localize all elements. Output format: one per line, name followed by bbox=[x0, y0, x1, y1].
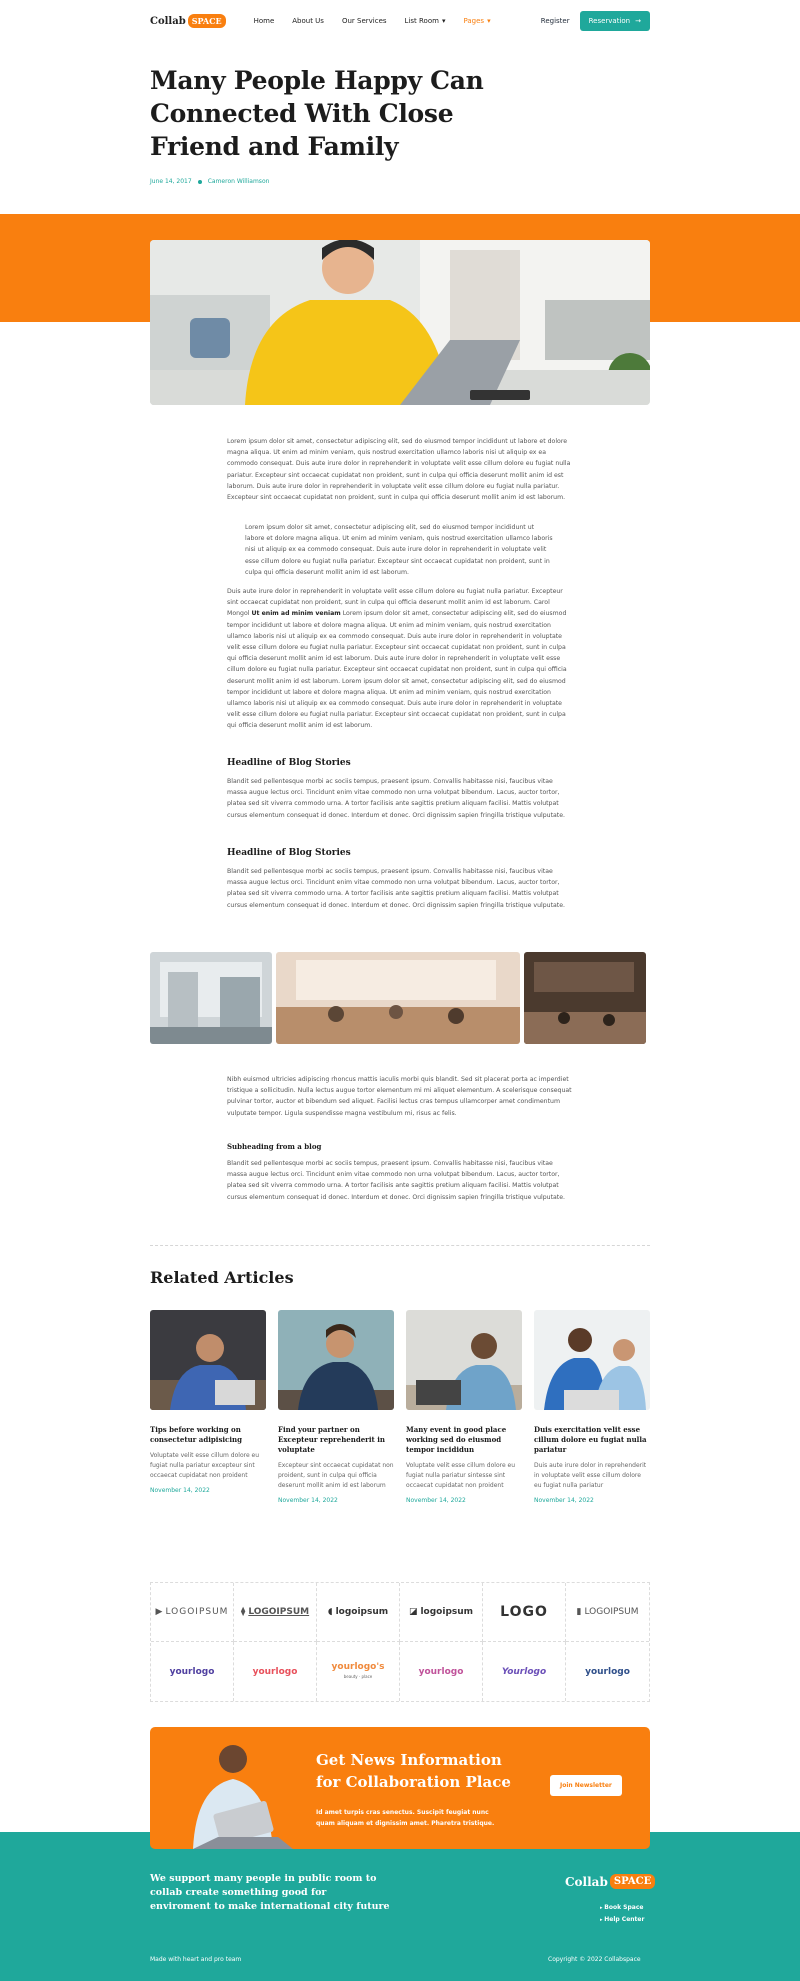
article-subheading: Subheading from a blog bbox=[227, 1142, 322, 1151]
article-bold-text: Ut enim ad minim veniam bbox=[251, 610, 341, 618]
nav-right bbox=[541, 11, 650, 31]
footer-background bbox=[0, 1832, 800, 1981]
page-title: Many People Happy Can Connected With Close Friend and Family bbox=[150, 66, 484, 161]
article-paragraph: Blandit sed pellentesque morbi ac sociis tempus, praesent ipsum. Convallis habitasse nisi, faucibus vitae massa augue lectus orci. Tincidunt enim vitae commodo non urna volutpat bibendum. Lacus, auctor tortor, platea sed sit viverra commodo urna. A tortor facilisis ante sagittis pretium aliquam facilisi. Mattis volutpat cursus elementum consequat id donec. Interdum et donec. Orci dignissim sapien fringilla tristique vulputate. bbox=[227, 778, 565, 819]
partner-logo-text: logoipsum bbox=[335, 1607, 389, 1617]
arrow-right-icon: → bbox=[635, 17, 641, 25]
logo-mark-icon: ◪ bbox=[408, 1607, 418, 1617]
card-excerpt: Duis aute irure dolor in reprehenderit in voluptate velit esse cillum dolore eu fugiat nulla pariatur bbox=[534, 1462, 647, 1489]
article-blockquote: Lorem ipsum dolor sit amet, consectetur adipiscing elit, sed do eiusmod tempor incididunt ut labore et dolore magna aliqua. Ut enim ad minim veniam, quis nostrud exercitation ullamco laboris nisi ut aliquip ex ea commodo consequat. Duis aute irure dolor in reprehenderit in voluptate velit esse cillum dolore eu fugiat nulla pariatur. Excepteur sint occaecat cupidatat non proident, sunt in culpa qui officia deserunt mollit anim id est laborum. bbox=[245, 524, 553, 576]
footer-link-book-space[interactable]: ▸ Book Space bbox=[600, 1902, 644, 1914]
reservation-button[interactable] bbox=[580, 11, 650, 31]
logo-mark-icon: ◖ bbox=[327, 1607, 333, 1617]
card-excerpt: Voluptate velit esse cillum dolore eu fugiat nulla pariatur excepteur sint occaecat cupidatat non proident bbox=[150, 1452, 260, 1479]
partner-logo-text: LOGO bbox=[500, 1604, 548, 1620]
footer-made-with: Made with heart and pro team bbox=[150, 1956, 242, 1963]
article-paragraph: Blandit sed pellentesque morbi ac sociis tempus, praesent ipsum. Convallis habitasse nisi, faucibus vitae massa augue lectus orci. Tincidunt enim vitae commodo non urna volutpat bibendum. Lacus, auctor tortor, platea sed sit viverra commodo urna. A tortor facilisis ante sagittis pretium aliquam facilisi. Mattis volutpat cursus elementum consequat id donec. Interdum et donec. Orci dignissim sapien fringilla tristique vulputate. bbox=[227, 1160, 565, 1201]
footer-links bbox=[600, 1902, 644, 1926]
logo-mark-icon: ▶ bbox=[155, 1607, 163, 1617]
gallery-image bbox=[524, 952, 646, 1044]
newsletter-banner bbox=[150, 1727, 650, 1849]
article-paragraph: Blandit sed pellentesque morbi ac sociis tempus, praesent ipsum. Convallis habitasse nisi, faucibus vitae massa augue lectus orci. Tincidunt enim vitae commodo non urna volutpat bibendum. Lacus, auctor tortor, platea sed sit viverra commodo urna. A tortor facilisis ante sagittis pretium aliquam facilisi. Mattis volutpat cursus elementum consequat id donec. Interdum et donec. Orci dignissim sapien fringilla tristique vulputate. bbox=[227, 868, 565, 909]
partner-logo-text: yourlogo bbox=[418, 1666, 464, 1677]
top-nav bbox=[150, 10, 650, 32]
nav-home[interactable]: Home bbox=[253, 17, 275, 25]
partner-logo[interactable] bbox=[483, 1642, 566, 1701]
partner-logo-text: yourlogo bbox=[169, 1666, 215, 1677]
related-articles-title: Related Articles bbox=[150, 1268, 294, 1287]
partner-logo[interactable] bbox=[234, 1642, 317, 1701]
partner-logo-text: LOGOIPSUM bbox=[165, 1607, 229, 1617]
partner-logo[interactable] bbox=[317, 1583, 400, 1642]
reservation-label: Reservation bbox=[588, 17, 631, 25]
gallery-image bbox=[276, 952, 520, 1044]
card-date: November 14, 2022 bbox=[150, 1487, 210, 1494]
newsletter-title: Get News Information for Collaboration Place bbox=[316, 1751, 511, 1791]
partner-logo[interactable] bbox=[317, 1642, 400, 1701]
article-paragraph: Lorem ipsum dolor sit amet, consectetur adipiscing elit, sed do eiusmod tempor incididunt ut labore et dolore magna aliqua. Ut enim ad minim veniam, quis nostrud exercitation ullamco laboris nisi ut aliquip ex ea commodo consequat. Duis aute irure dolor in reprehenderit in voluptate velit esse cillum dolore eu fugiat nulla pariatur. Excepteur sint occaecat cupidatat non proident, sunt in culpa qui officia deserunt mollit anim id est laborum. Duis aute irure dolor in reprehenderit in voluptate velit esse cillum dolore eu fugiat nulla pariatur. Excepteur sint occaecat cupidatat non proident, sunt in culpa qui officia deserunt mollit anim id est laborum. bbox=[227, 438, 571, 502]
card-excerpt: Voluptate velit esse cillum dolore eu fugiat nulla pariatur sintesse sint occaecat cupidatat non proident bbox=[406, 1462, 516, 1489]
partner-logo[interactable] bbox=[151, 1583, 234, 1642]
footer-logo-tag: SPACE bbox=[610, 1874, 655, 1889]
article-headline: Headline of Blog Stories bbox=[227, 848, 351, 858]
office-photo bbox=[150, 952, 272, 1044]
nav-list-room[interactable] bbox=[405, 17, 446, 25]
restaurant-photo bbox=[524, 952, 646, 1044]
card-image bbox=[150, 1310, 266, 1410]
card-excerpt: Excepteur sint occaecat cupidatat non proident, sunt in culpa qui officia deserunt mollit anim id est laborum bbox=[278, 1462, 394, 1489]
card-date: November 14, 2022 bbox=[534, 1497, 594, 1504]
partner-logo[interactable] bbox=[483, 1583, 566, 1642]
post-meta bbox=[150, 178, 269, 185]
nav-pages[interactable] bbox=[463, 17, 490, 25]
logo-mark-icon: ▮ bbox=[576, 1607, 582, 1617]
chevron-down-icon: ▾ bbox=[441, 17, 446, 25]
article-paragraph bbox=[227, 586, 573, 732]
newsletter-text: Id amet turpis cras senectus. Suscipit feugiat nunc quam aliquam et dignissim amet. Pharetra tristique. bbox=[316, 1809, 495, 1827]
section-divider bbox=[150, 1245, 650, 1246]
footer-copyright: Copyright © 2022 Collabspace bbox=[548, 1956, 641, 1963]
post-date: June 14, 2017 bbox=[150, 178, 192, 185]
partner-logo[interactable] bbox=[400, 1642, 483, 1701]
article-paragraph: Nibh euismod ultricies adipiscing rhoncus mattis iaculis morbi quis blandit. Sed sit placerat porta ac imperdiet tristique a sollicitudin. Nulla lectus augue tortor elementum mi mi aliquet elementum. A scelerisque consequat pulvinar tortor, auctor et bibendum sed aliquet. Facilisi lectus cras tempus ullamcorper amet condimentum vulputate tempor. Ligula suspendisse magna vestibulum mi, risus ac felis. bbox=[227, 1076, 572, 1117]
card-image bbox=[278, 1310, 394, 1410]
footer-logo-text: Collab bbox=[565, 1874, 608, 1889]
footer-tagline: We support many people in public room to collab create something good for enviroment to make international city future bbox=[150, 1873, 390, 1912]
partner-logo[interactable] bbox=[151, 1642, 234, 1701]
partner-logo-text: LOGOIPSUM bbox=[584, 1607, 639, 1617]
dot-separator bbox=[198, 180, 202, 184]
card-photo bbox=[278, 1310, 394, 1410]
cafe-photo bbox=[276, 952, 520, 1044]
partner-logo-text: yourlogo's bbox=[331, 1661, 385, 1672]
card-image bbox=[406, 1310, 522, 1410]
article-card[interactable] bbox=[150, 1310, 266, 1494]
nav-pages-label: Pages bbox=[463, 17, 485, 25]
partner-logo-subtext: beauty · place bbox=[343, 1673, 373, 1679]
logo-tag: SPACE bbox=[188, 14, 226, 28]
article-text: Lorem ipsum dolor sit amet, consectetur adipiscing elit, sed do eiusmod tempor incididunt ut labore et dolore magna aliqua. Ut enim ad minim veniam, quis nostrud exercitation ullamco laboris nisi ut aliquip ex ea commodo consequat. Duis aute irure dolor in reprehenderit in voluptate velit esse cillum dolore eu fugiat nulla pariatur. Excepteur sint occaecat cupidatat non proident, sunt in culpa qui officia deserunt mollit anim id est laborum. Duis aute irure dolor in reprehenderit in voluptate velit esse cillum dolore eu fugiat nulla pariatur. Excepteur sint occaecat cupidatat non proident, sunt in culpa qui officia deserunt mollit anim id est laborum. Lorem ipsum dolor sit amet, consectetur adipiscing elit, sed do eiusmod tempor incididunt ut labore et dolore magna aliqua. Ut enim ad minim veniam, quis nostrud exercitation ullamco laboris nisi ut aliquip ex ea commodo consequat. Duis aute irure dolor in reprehenderit in voluptate velit esse cillum dolore eu fugiat nulla pariatur. Excepteur sint occaecat cupidatat non proident, sunt in culpa qui officia deserunt mollit anim id est laborum. bbox=[227, 610, 567, 730]
nav-links bbox=[254, 17, 491, 25]
partner-logo[interactable] bbox=[234, 1583, 317, 1642]
article-card[interactable] bbox=[406, 1310, 522, 1504]
partner-logo-text: yourlogo bbox=[585, 1666, 630, 1677]
footer-link-help-center[interactable]: ▸ Help Center bbox=[600, 1914, 644, 1926]
article-card[interactable] bbox=[534, 1310, 650, 1504]
brand-logo[interactable] bbox=[150, 14, 226, 28]
card-title[interactable]: Find your partner on Excepteur reprehenderit in voluptate bbox=[278, 1425, 385, 1454]
partner-logo[interactable] bbox=[566, 1583, 649, 1642]
card-photo bbox=[150, 1310, 266, 1410]
post-author[interactable]: Cameron Williamson bbox=[207, 178, 270, 185]
card-title[interactable]: Tips before working on consectetur adipisicing bbox=[150, 1425, 242, 1444]
nav-services[interactable]: Our Services bbox=[341, 17, 387, 25]
partner-logo-text: Yourlogo bbox=[501, 1666, 547, 1677]
card-date: November 14, 2022 bbox=[406, 1497, 466, 1504]
partner-logo-text: yourlogo bbox=[252, 1666, 298, 1677]
partner-logos bbox=[150, 1582, 650, 1702]
card-photo bbox=[534, 1310, 650, 1410]
partner-logo[interactable] bbox=[400, 1583, 483, 1642]
article-text: Duis aute irure dolor in reprehenderit in voluptate velit esse cillum dolore eu fugiat nulla pariatur. Excepteur sint occaecat cupidatat non proident, sunt in culpa qui officia deserunt mollit anim id est laborum. Carol Mongol bbox=[227, 588, 563, 618]
hero-image bbox=[150, 240, 650, 405]
chevron-down-icon: ▾ bbox=[487, 17, 491, 25]
hero-illustration bbox=[150, 240, 650, 405]
gallery-image bbox=[150, 952, 272, 1044]
nav-about[interactable]: About Us bbox=[292, 17, 324, 25]
article-headline: Headline of Blog Stories bbox=[227, 758, 351, 768]
logo-text: Collab bbox=[150, 15, 186, 27]
newsletter-person-image bbox=[158, 1727, 308, 1849]
partner-logo-text: LOGOIPSUM bbox=[248, 1607, 310, 1617]
card-photo bbox=[406, 1310, 522, 1410]
register-link[interactable]: Register bbox=[540, 17, 570, 25]
card-title[interactable]: Many event in good place working sed do eiusmod tempor incididun bbox=[406, 1425, 507, 1454]
nav-list-room-label: List Room bbox=[404, 17, 439, 25]
partner-logo[interactable] bbox=[566, 1642, 649, 1701]
card-title[interactable]: Duis exercitation velit esse cillum dolore eu fugiat nulla pariatur bbox=[534, 1425, 647, 1454]
partner-logo-text: logoipsum bbox=[420, 1607, 474, 1617]
footer-logo[interactable] bbox=[565, 1874, 655, 1889]
join-newsletter-button[interactable]: Join Newsletter bbox=[550, 1775, 622, 1796]
card-date: November 14, 2022 bbox=[278, 1497, 338, 1504]
card-image bbox=[534, 1310, 650, 1410]
article-card[interactable] bbox=[278, 1310, 394, 1504]
logo-mark-icon: ⧫ bbox=[240, 1607, 246, 1617]
